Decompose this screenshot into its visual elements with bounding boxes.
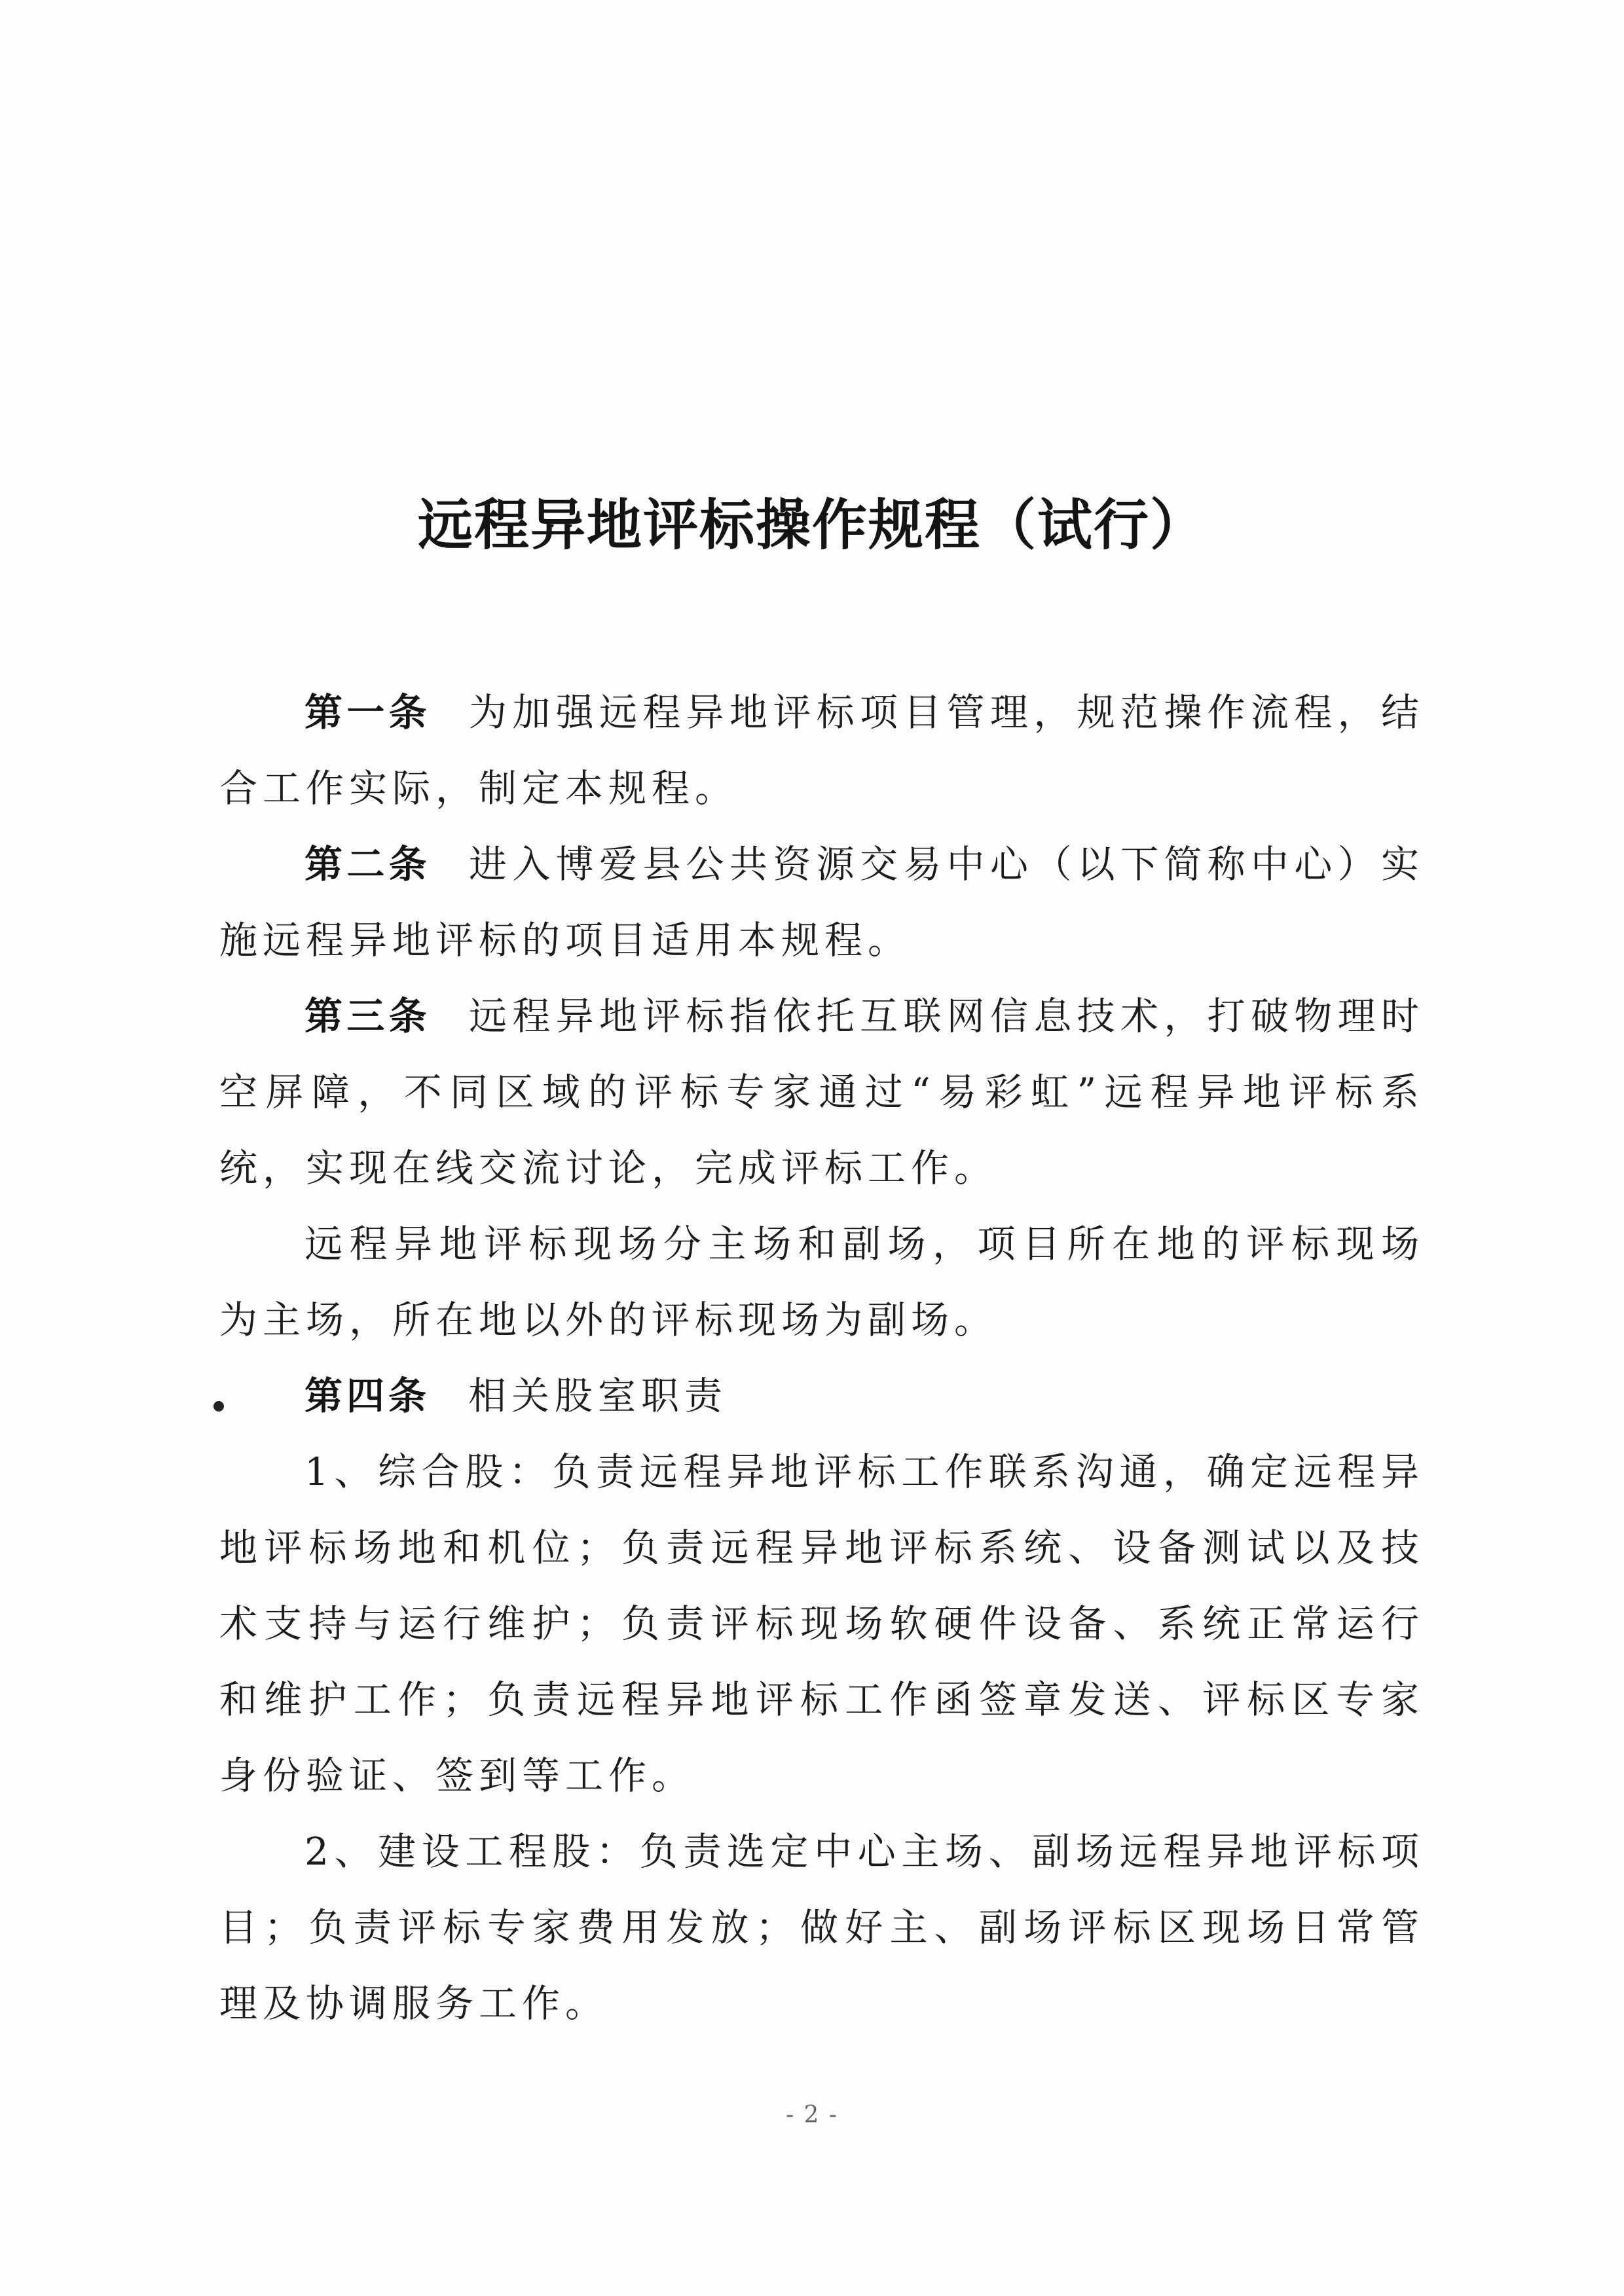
article-3-text: 远程异地评标指依托互联网信息技术，打破物理时空屏障，不同区域的评标专家通过“易彩虹”远程异地评标系统，实现在线交流讨论，完成评标工作。: [219, 994, 1424, 1190]
article-1-text: 为加强远程异地评标项目管理，规范操作流程，结合工作实际，制定本规程。: [219, 690, 1424, 811]
item-general-office: 1、综合股：负责远程异地评标工作联系沟通，确定远程异地评标场地和机位；负责远程异地评标系统、设备测试以及技术支持与运行维护；负责评标现场软硬件设备、系统正常运行和维护工作；负责远程异地评标工作函签章发送、评标区专家身份验证、签到等工作。: [219, 1449, 1424, 1798]
article-2-label: 第二条: [304, 842, 431, 886]
document-title: 远程异地评标操作规程（试行）: [417, 493, 1206, 557]
article-2: [219, 826, 1424, 978]
article-3-label: 第三条: [304, 994, 431, 1038]
article-1-label: 第一条: [304, 690, 431, 735]
paragraph-venues: 远程异地评标现场分主场和副场，项目所在地的评标现场为主场，所在地以外的评标现场为副场。: [219, 1222, 1424, 1342]
article-4: [219, 1358, 1424, 1434]
page-number: - 2 -: [785, 2102, 839, 2128]
article-1: [219, 674, 1424, 826]
margin-dot-mark: [213, 1401, 224, 1412]
article-4-label: 第四条: [304, 1374, 431, 1418]
item-construction-office: 2、建设工程股：负责选定中心主场、副场远程异地评标项目；负责评标专家费用发放；做好主、副场评标区现场日常管理及协调服务工作。: [219, 1829, 1424, 2026]
article-2-text: 进入博爱县公共资源交易中心（以下简称中心）实施远程异地评标的项目适用本规程。: [219, 842, 1424, 962]
article-3: [219, 978, 1424, 1206]
article-4-text: 相关股室职责: [468, 1374, 728, 1418]
document-body: [219, 674, 1424, 2041]
